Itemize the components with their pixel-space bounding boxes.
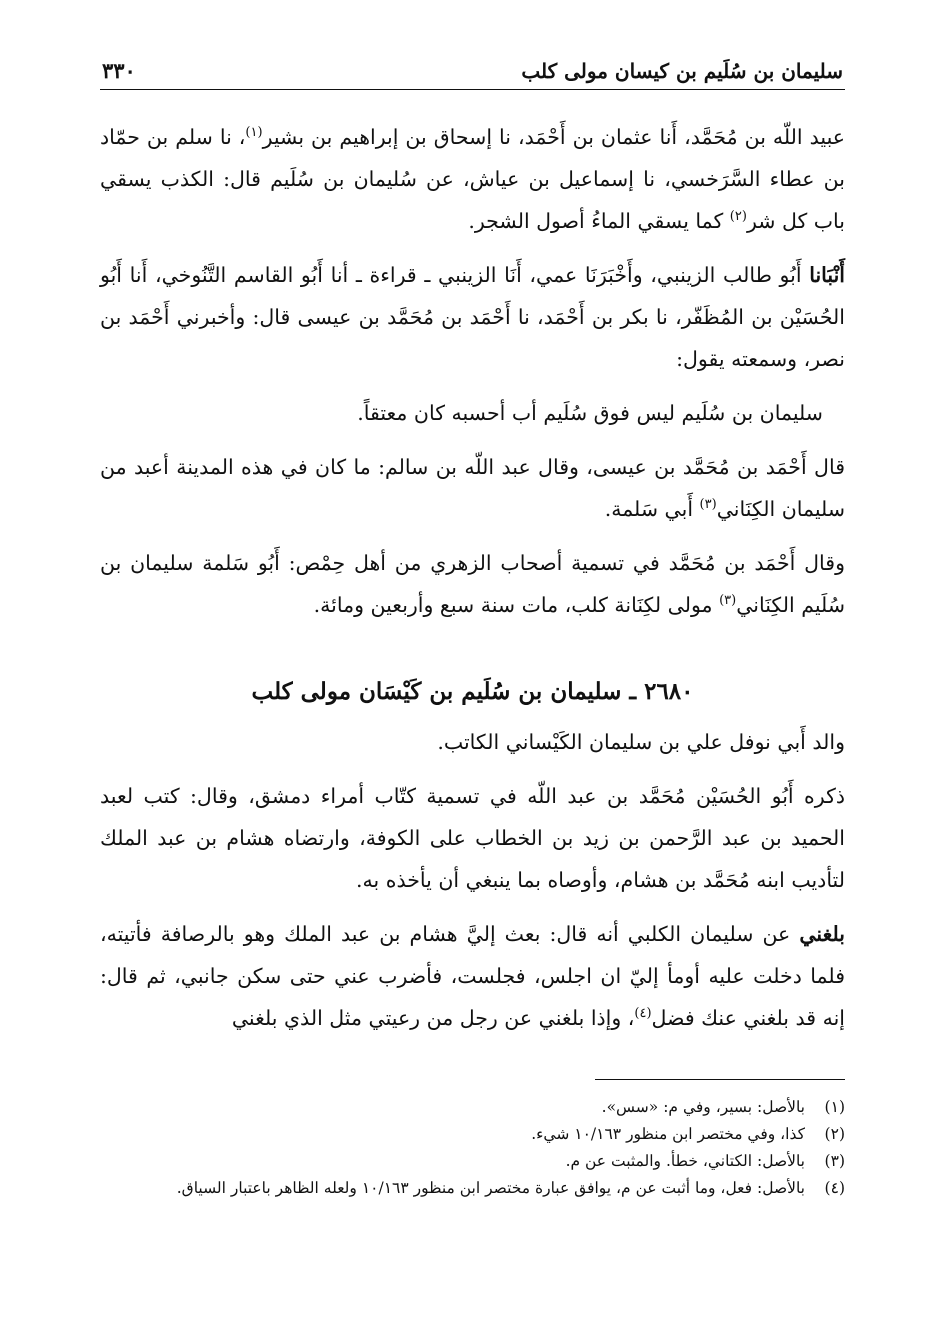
paragraph-3-text-2: أَبي سَلمة. — [604, 497, 700, 521]
page — [100, 58, 845, 1202]
paragraph-7-text-2: ، وإذا بلغني عن رجل من رعيتي مثل الذي بلغني — [231, 1006, 635, 1030]
page-number: ٣٣٠ — [102, 58, 136, 83]
footnote-text: بالأصل: فعل، وما أثبت عن م، يوافق عبارة مختصر ابن منظور ١٠/١٦٣ ولعله الظاهر باعتبار السياق. — [176, 1179, 805, 1197]
paragraph-2-text: أَبُو طالب الزينبي، وأَخْبَرَنَا عمي، أَنَا الزينبي ـ قراءة ـ أنا أَبُو القاسم التَّنُوخي، أَنا أَبُو الحُسَيْن بن المُظَفّر، نا بكر بن أَحْمَد، نا أَحْمَد بن مُحَمَّد بن عيسى قال: وأخبرني أَحْمَد بن نصر، وسمعته يقول: — [100, 263, 845, 371]
footnote-text: كذا، وفي مختصر ابن منظور ١٠/١٦٣ شيء. — [531, 1125, 805, 1143]
quoted-line: سليمان بن سُلَيم ليس فوق سُلَيم أب أحسبه كان معتقاً. — [357, 401, 823, 425]
paragraph-6: ذكره أَبُو الحُسَيْن مُحَمَّد بن عبد اللّه في تسمية كتّاب أمراء دمشق، وقال: كتب لعبد الحميد بن عبد الرَّحمن بن زيد بن الخطاب على الكوفة، وارتضاه هشام بن عبد الملك لتأديب ابنه مُحَمَّد بن هشام، وأوصاه بما ينبغي أن يأخذه به. — [100, 784, 845, 892]
footnote-text: بالأصل: بسير، وفي م: «سس». — [601, 1098, 805, 1116]
footnote-number: (٣) — [824, 1152, 845, 1170]
footnote-ref-2: (٢) — [729, 209, 747, 225]
paragraph-3 — [100, 446, 845, 530]
footnote-2 — [100, 1121, 845, 1148]
paragraph-1 — [100, 116, 845, 242]
paragraph-7 — [100, 913, 845, 1039]
footnote-1 — [100, 1094, 845, 1121]
paragraph-5: والد أَبي نوفل علي بن سليمان الكَيْساني الكاتب. — [437, 730, 845, 754]
paragraph-7-lead: بلغني — [799, 922, 845, 946]
footnote-number: (١) — [824, 1098, 845, 1116]
paragraph-2 — [100, 254, 845, 380]
paragraph-4-text: وقال أَحْمَد بن مُحَمَّد في تسمية أصحاب الزهري من أهل حِمْص: أَبُو سَلمة سليمان بن سُلَيم الكِنَاني — [100, 551, 845, 617]
footnote-number: (٤) — [824, 1179, 845, 1197]
footnote-text: بالأصل: الكتاني، خطأ. والمثبت عن م. — [565, 1152, 805, 1170]
footnotes — [100, 1094, 845, 1202]
header-title: سليمان بن سُلَيم بن كيسان مولى كلب — [521, 59, 843, 83]
footnote-4 — [100, 1175, 845, 1202]
footnote-ref-3a: (٣) — [699, 497, 717, 513]
paragraph-4 — [100, 542, 845, 626]
footnote-ref-3b: (٣) — [719, 593, 737, 609]
paragraph-4-text-2: مولى لكِنَانة كلب، مات سنة سبع وأربعين ومائة. — [313, 593, 720, 617]
paragraph-2-lead: أَنْبَانا — [809, 263, 845, 287]
paragraph-1-text: عبيد اللّه بن مُحَمَّد، أَنا عثمان بن أَحْمَد، نا إسحاق بن إبراهيم بن بشير — [262, 125, 845, 149]
paragraph-3-text: قال أَحْمَد بن مُحَمَّد بن عيسى، وقال عبد اللّه بن سالم: ما كان في هذه المدينة أعبد من سليمان الكِنَاني — [100, 455, 845, 521]
footnote-divider — [595, 1079, 845, 1080]
paragraph-1-text-3: كما يسقي الماءُ أصول الشجر. — [468, 209, 730, 233]
main-text — [100, 116, 845, 1039]
footnote-ref-1: (١) — [245, 125, 263, 141]
footnote-3 — [100, 1148, 845, 1175]
entry-heading: ٢٦٨٠ ـ سليمان بن سُلَيم بن كَيْسَان مولى كلب — [251, 678, 694, 705]
footnote-number: (٢) — [824, 1125, 845, 1143]
paragraph-1-text-2: ، نا سلم بن حمّاد بن عطاء السَّرَخسي، نا إسماعيل بن عياش، عن سُليمان بن سُلَيم قال: الكذب يسقي باب كل شر — [100, 125, 845, 233]
footnote-ref-4: (٤) — [634, 1006, 652, 1022]
running-header — [100, 58, 845, 90]
paragraph-7-text: عن سليمان الكلبي أنه قال: بعث إليَّ هشام بن عبد الملك وهو بالرصافة فأتيته، فلما دخلت عليه أومأ إليّ ان اجلس، فجلست، فأضرب عني حتى سكن جانبي، ثم قال: إنه قد بلغني عنك فضل — [100, 922, 845, 1030]
